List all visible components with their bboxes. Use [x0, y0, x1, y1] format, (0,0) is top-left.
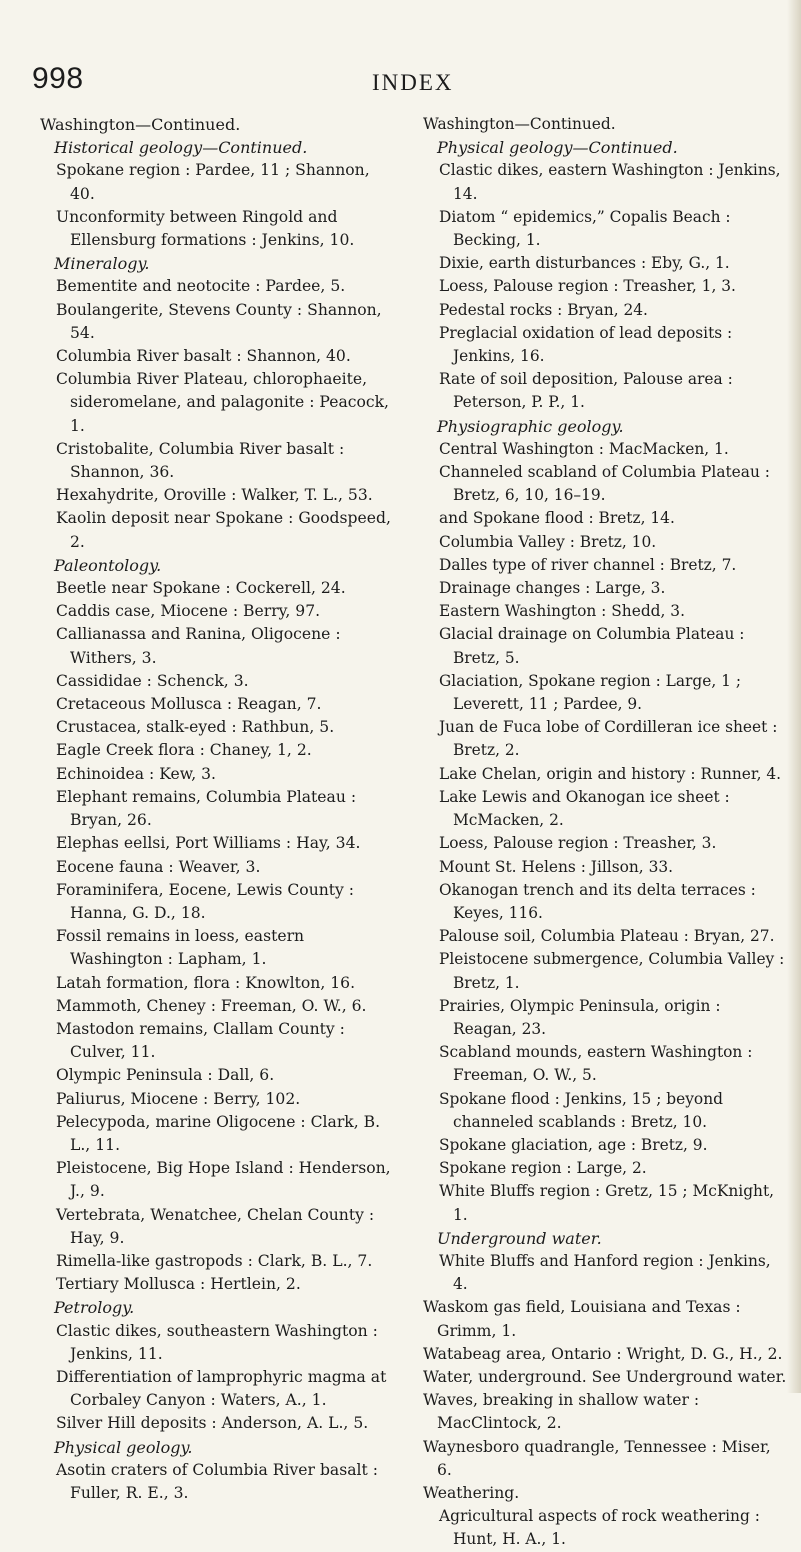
index-subheading: Paleontology. — [54, 555, 162, 575]
index-entry: Pleistocene, Big Hope Island : Henderson, J., 9. — [56, 1159, 391, 1201]
index-entry: Eastern Washington : Shedd, 3. — [439, 602, 685, 621]
index-entry: Vertebrata, Wenatchee, Chelan County : Hay, 9. — [56, 1205, 375, 1247]
index-entry: Columbia River basalt : Shannon, 40. — [56, 347, 351, 366]
index-entry: Differentiation of lamprophyric magma at Corbaley Canyon : Waters, A., 1. — [56, 1367, 387, 1410]
index-column-left — [40, 113, 392, 1505]
index-entry: Asotin craters of Columbia River basalt : Fuller, R. E., 3. — [56, 1460, 378, 1502]
index-entry: Spokane flood : Jenkins, 15 ; beyond channeled scablands : Bretz, 10. — [439, 1089, 723, 1131]
index-entry: Paliurus, Miocene : Berry, 102. — [56, 1089, 301, 1108]
index-entry: Rate of soil deposition, Palouse area : Peterson, P. P., 1. — [439, 370, 733, 412]
index-entry: Mastodon remains, Clallam County : Culver, 11. — [56, 1019, 345, 1062]
index-entry: Waskom gas field, Louisiana and Texas : Grimm, 1. — [423, 1298, 741, 1340]
page-title: INDEX — [372, 70, 454, 95]
index-entry: Rimella-like gastropods : Clark, B. L., 7. — [56, 1251, 373, 1270]
index-entry: Pelecypoda, marine Oligocene : Clark, B. L., 11. — [56, 1112, 381, 1154]
index-entry: Callianassa and Ranina, Oligocene : Withers, 3. — [56, 625, 341, 667]
index-entry: Drainage changes : Large, 3. — [439, 579, 666, 598]
index-entry: Eagle Creek flora : Chaney, 1, 2. — [56, 741, 312, 760]
index-entry: Preglacial oxidation of lead deposits : Jenkins, 16. — [439, 323, 733, 366]
index-entry: Silver Hill deposits : Anderson, A. L., 5. — [56, 1414, 369, 1433]
index-subheading: Mineralogy. — [54, 254, 150, 274]
index-entry: Dalles type of river channel : Bretz, 7. — [439, 555, 737, 574]
index-subheading: Physical geology—Continued. — [437, 138, 678, 158]
index-entry: Agricultural aspects of rock weathering : Hunt, H. A., 1. — [439, 1507, 760, 1549]
index-column-right — [423, 113, 787, 1552]
index-entry: Dixie, earth disturbances : Eby, G., 1. — [439, 254, 730, 273]
index-entry: Eocene fauna : Weaver, 3. — [56, 857, 261, 876]
index-entry: Pleistocene submergence, Columbia Valley : Bretz, 1. — [439, 950, 785, 992]
index-entry: Beetle near Spokane : Cockerell, 24. — [56, 579, 346, 598]
index-entry: Kaolin deposit near Spokane : Goodspeed, 2. — [56, 509, 391, 551]
index-entry: Lake Lewis and Okanogan ice sheet : McMacken, 2. — [439, 787, 730, 830]
index-entry: White Bluffs and Hanford region : Jenkins, 4. — [439, 1251, 771, 1294]
index-entry: Mount St. Helens : Jillson, 33. — [439, 857, 674, 876]
index-entry: Elephas eellsi, Port Williams : Hay, 34. — [56, 834, 361, 853]
index-entry: Elephant remains, Columbia Plateau : Bryan, 26. — [56, 787, 357, 830]
index-entry: Spokane region : Pardee, 11 ; Shannon, 40. — [56, 161, 370, 203]
page-edge-shadow — [787, 0, 801, 1393]
index-entry: Foraminifera, Eocene, Lewis County : Hanna, G. D., 18. — [56, 880, 355, 922]
index-entry: Echinoidea : Kew, 3. — [56, 764, 216, 783]
index-entry: Waynesboro quadrangle, Tennessee : Miser, 6. — [423, 1437, 771, 1479]
index-entry: Okanogan trench and its delta terraces : Keyes, 116. — [439, 880, 756, 922]
index-entry: Boulangerite, Stevens County : Shannon, 54. — [56, 300, 382, 342]
index-entry: Caddis case, Miocene : Berry, 97. — [56, 602, 321, 621]
index-subheading: Historical geology—Continued. — [54, 138, 308, 158]
index-entry: Watabeag area, Ontario : Wright, D. G., H., 2. — [423, 1344, 783, 1363]
index-entry: Cristobalite, Columbia River basalt : Shannon, 36. — [56, 439, 345, 482]
index-entry: Central Washington : MacMacken, 1. — [439, 439, 729, 458]
index-entry: Waves, breaking in shallow water : MacClintock, 2. — [423, 1391, 700, 1433]
index-entry: Columbia River Plateau, chlorophaeite, sideromelane, and palagonite : Peacock, 1. — [56, 370, 390, 435]
index-entry: Unconformity between Ringold and Ellensburg formations : Jenkins, 10. — [56, 207, 355, 250]
index-entry: and Spokane flood : Bretz, 14. — [439, 509, 675, 528]
index-entry: Fossil remains in loess, eastern Washington : Lapham, 1. — [56, 927, 305, 969]
index-entry: Tertiary Mollusca : Hertlein, 2. — [56, 1275, 301, 1294]
index-entry: Bementite and neotocite : Pardee, 5. — [56, 277, 346, 296]
index-entry: Weathering. — [423, 1483, 520, 1502]
index-entry: Prairies, Olympic Peninsula, origin : Reagan, 23. — [439, 996, 721, 1038]
index-entry: Clastic dikes, southeastern Washington : Jenkins, 11. — [56, 1321, 378, 1363]
index-entry: Channeled scabland of Columbia Plateau : Bretz, 6, 10, 16–19. — [439, 463, 770, 505]
index-entry: Scabland mounds, eastern Washington : Freeman, O. W., 5. — [439, 1043, 753, 1085]
index-entry: Cassididae : Schenck, 3. — [56, 671, 249, 690]
page-number: 998 — [32, 62, 84, 95]
index-entry: Spokane region : Large, 2. — [439, 1159, 647, 1178]
index-entry: Glaciation, Spokane region : Large, 1 ; Leverett, 11 ; Pardee, 9. — [439, 671, 742, 714]
index-subheading: Petrology. — [54, 1298, 135, 1318]
index-entry: Hexahydrite, Oroville : Walker, T. L., 53. — [56, 486, 373, 505]
index-entry: Crustacea, stalk-eyed : Rathbun, 5. — [56, 718, 335, 737]
index-entry: White Bluffs region : Gretz, 15 ; McKnight, 1. — [439, 1182, 775, 1224]
index-entry: Mammoth, Cheney : Freeman, O. W., 6. — [56, 996, 367, 1015]
index-subheading: Physical geology. — [54, 1437, 193, 1457]
index-subheading: Underground water. — [437, 1228, 602, 1248]
index-entry: Juan de Fuca lobe of Cordilleran ice sheet : Bretz, 2. — [439, 718, 778, 760]
index-heading: Washington—Continued. — [40, 115, 241, 134]
index-entry: Cretaceous Mollusca : Reagan, 7. — [56, 695, 322, 714]
index-entry: Spokane glaciation, age : Bretz, 9. — [439, 1135, 708, 1154]
index-entry: Olympic Peninsula : Dall, 6. — [56, 1066, 275, 1085]
index-entry: Water, underground. See Underground water. — [423, 1367, 787, 1386]
index-entry: Columbia Valley : Bretz, 10. — [439, 532, 657, 551]
index-entry: Palouse soil, Columbia Plateau : Bryan, 27. — [439, 927, 775, 946]
index-entry: Glacial drainage on Columbia Plateau : Bretz, 5. — [439, 625, 745, 667]
index-entry: Diatom “ epidemics,” Copalis Beach : Becking, 1. — [439, 207, 731, 250]
index-subheading: Physiographic geology. — [437, 416, 624, 436]
index-entry: Pedestal rocks : Bryan, 24. — [439, 300, 648, 319]
index-entry: Latah formation, flora : Knowlton, 16. — [56, 973, 356, 992]
index-entry: Clastic dikes, eastern Washington : Jenkins, 14. — [439, 161, 781, 203]
index-entry: Lake Chelan, origin and history : Runner, 4. — [439, 764, 782, 783]
index-entry: Loess, Palouse region : Treasher, 1, 3. — [439, 277, 736, 296]
index-heading: Washington—Continued. — [423, 115, 616, 133]
index-entry: Loess, Palouse region : Treasher, 3. — [439, 834, 717, 853]
